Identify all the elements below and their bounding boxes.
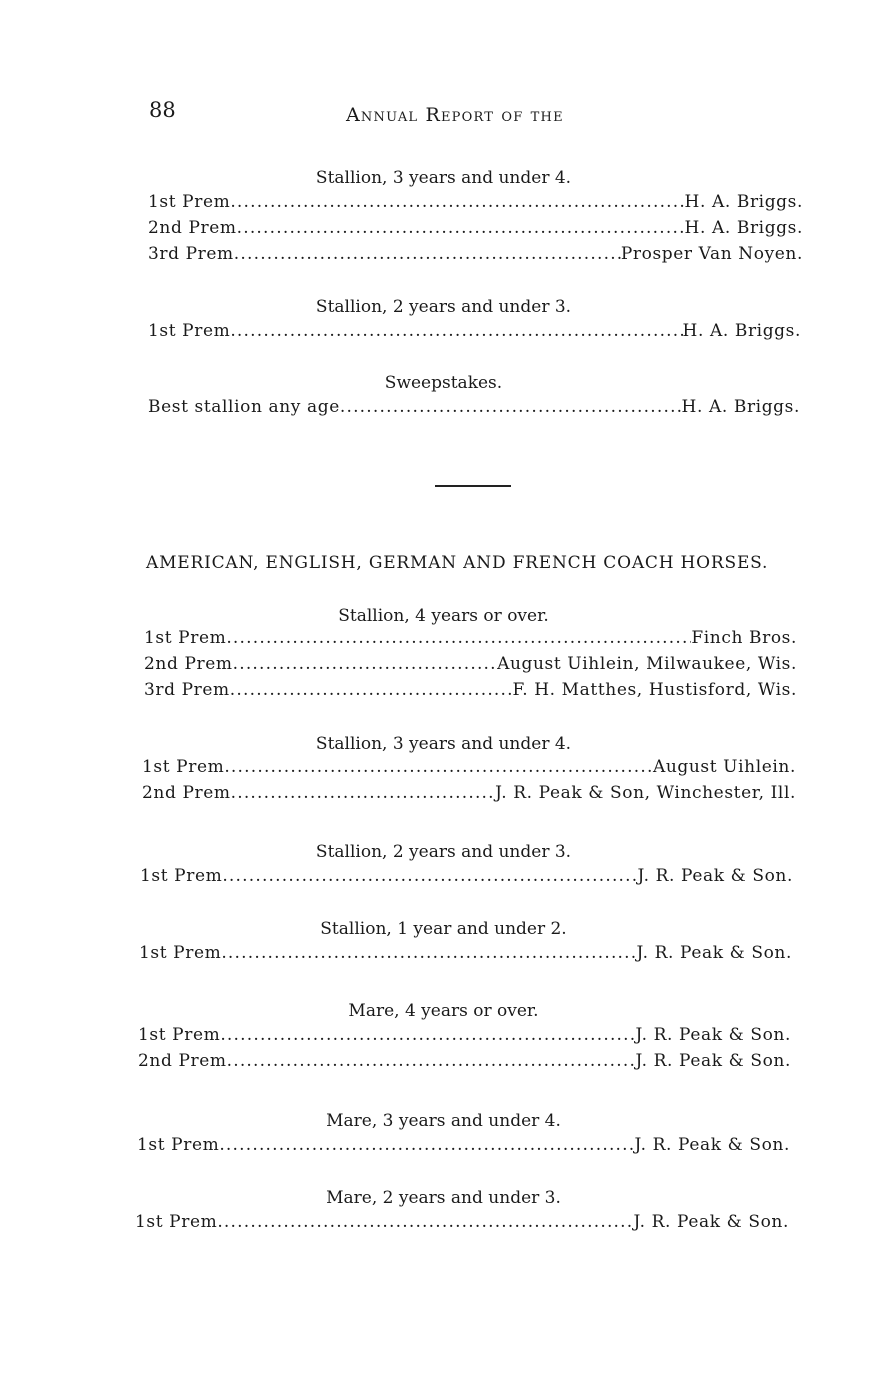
class-heading: Stallion, 2 years and under 3. xyxy=(315,842,572,862)
premium-winner: F. H. Matthes, Hustisford, Wis. xyxy=(512,680,797,700)
premium-entry xyxy=(144,628,797,652)
premium-label: 1st Prem xyxy=(148,192,231,212)
premium-label: 3rd Prem xyxy=(144,680,230,700)
premium-entry xyxy=(148,218,803,242)
premium-winner: J. R. Peak & Son, Winchester, Ill. xyxy=(495,783,796,803)
premium-entry xyxy=(142,783,796,807)
class-heading: Stallion, 4 years or over. xyxy=(338,606,549,626)
dot-leader xyxy=(230,321,682,341)
class-heading: Stallion, 2 years and under 3. xyxy=(315,297,572,317)
premium-label: 2nd Prem xyxy=(142,783,231,803)
dot-leader xyxy=(219,1135,634,1155)
premium-entry xyxy=(142,757,796,781)
premium-label: 1st Prem xyxy=(138,1025,221,1045)
dot-leader xyxy=(220,1025,635,1045)
premium-winner: J. R. Peak & Son. xyxy=(634,1135,790,1155)
class-heading: Sweepstakes. xyxy=(384,373,503,393)
premium-label: 1st Prem xyxy=(144,628,227,648)
premium-entry xyxy=(140,866,793,890)
premium-winner: Prosper Van Noyen. xyxy=(620,244,803,264)
dot-leader xyxy=(222,866,637,886)
dot-leader xyxy=(227,1051,636,1071)
premium-entry xyxy=(137,1135,790,1159)
premium-entry xyxy=(148,397,800,421)
premium-winner: H. A. Briggs. xyxy=(682,321,801,341)
dot-leader xyxy=(237,218,685,238)
premium-winner: J. R. Peak & Son. xyxy=(636,943,792,963)
premium-winner: J. R. Peak & Son. xyxy=(633,1212,789,1232)
premium-entry xyxy=(138,1025,791,1049)
premium-entry xyxy=(148,244,803,268)
premium-label: 1st Prem xyxy=(142,757,225,777)
premium-winner: J. R. Peak & Son. xyxy=(635,1025,791,1045)
dot-leader xyxy=(230,680,513,700)
page-number: 88 xyxy=(149,98,176,122)
class-heading: Mare, 2 years and under 3. xyxy=(326,1188,561,1208)
premium-winner: J. R. Peak & Son. xyxy=(635,1051,791,1071)
dot-leader xyxy=(230,192,684,212)
dot-leader xyxy=(233,654,497,674)
dot-leader xyxy=(231,783,496,803)
premium-label: 2nd Prem xyxy=(148,218,237,238)
class-heading: Stallion, 3 years and under 4. xyxy=(315,734,572,754)
premium-label: 1st Prem xyxy=(135,1212,218,1232)
section-title: AMERICAN, ENGLISH, GERMAN AND FRENCH COACH HORSES. xyxy=(146,553,769,573)
premium-label: 1st Prem xyxy=(137,1135,220,1155)
premium-entry xyxy=(148,321,801,345)
premium-label: 1st Prem xyxy=(148,321,231,341)
premium-label: 2nd Prem xyxy=(144,654,233,674)
premium-entry xyxy=(135,1212,789,1236)
dot-leader xyxy=(234,244,621,264)
section-divider xyxy=(435,485,511,487)
premium-label: 1st Prem xyxy=(139,943,222,963)
premium-winner: Finch Bros. xyxy=(691,628,797,648)
premium-entry xyxy=(144,654,797,678)
running-head: Annual Report of the xyxy=(346,104,564,126)
premium-label: Best stallion any age xyxy=(148,397,340,417)
dot-leader xyxy=(221,943,636,963)
dot-leader xyxy=(340,397,682,417)
class-heading: Stallion, 3 years and under 4. xyxy=(315,168,572,188)
premium-winner: H. A. Briggs. xyxy=(684,192,803,212)
premium-entry xyxy=(148,192,803,216)
premium-winner: H. A. Briggs. xyxy=(684,218,803,238)
premium-winner: August Uihlein, Milwaukee, Wis. xyxy=(497,654,797,674)
dot-leader xyxy=(224,757,653,777)
premium-winner: H. A. Briggs. xyxy=(681,397,800,417)
premium-winner: August Uihlein. xyxy=(652,757,796,777)
premium-label: 3rd Prem xyxy=(148,244,234,264)
class-heading: Mare, 4 years or over. xyxy=(348,1001,539,1021)
premium-winner: J. R. Peak & Son. xyxy=(637,866,793,886)
class-heading: Stallion, 1 year and under 2. xyxy=(320,919,567,939)
premium-entry xyxy=(139,943,792,967)
premium-label: 2nd Prem xyxy=(138,1051,227,1071)
premium-label: 1st Prem xyxy=(140,866,223,886)
class-heading: Mare, 3 years and under 4. xyxy=(326,1111,561,1131)
premium-entry xyxy=(144,680,797,704)
premium-entry xyxy=(138,1051,791,1075)
dot-leader xyxy=(217,1212,633,1232)
dot-leader xyxy=(226,628,691,648)
